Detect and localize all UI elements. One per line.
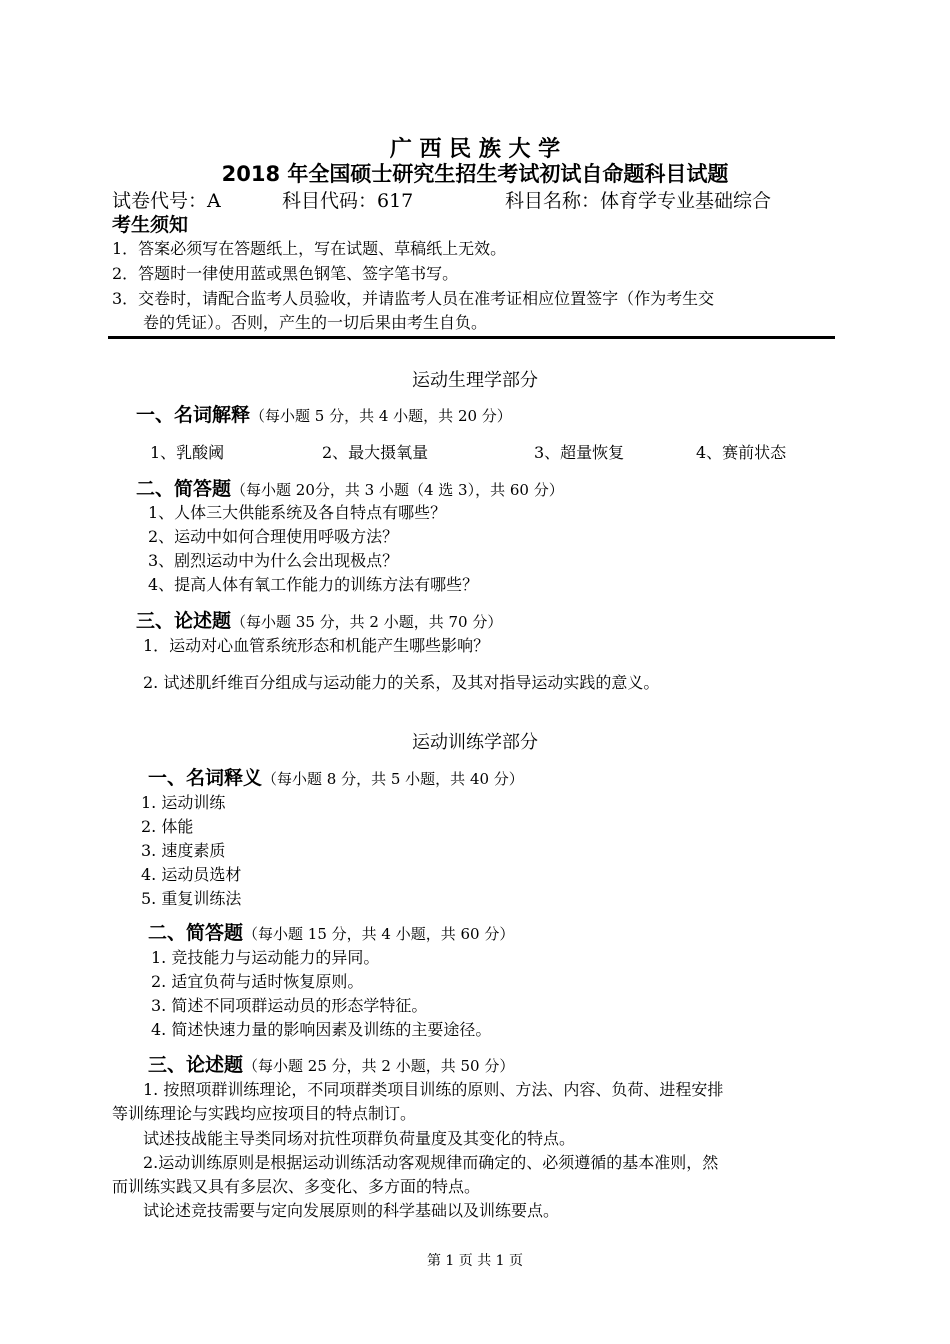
p2-s3-header [148, 1050, 514, 1077]
essay-line: 试述技战能主导类同场对抗性项群负荷量度及其变化的特点。 [143, 1129, 576, 1148]
term-item: 4、赛前状态 [696, 443, 787, 462]
section-heading: 三、论述题 [136, 610, 232, 632]
section-note: （每小题 15 分，共 4 小题，共 60 分） [243, 925, 515, 943]
term-item: 5. 重复训练法 [141, 889, 242, 908]
question-item: 3、剧烈运动中为什么会出现极点？ [148, 551, 399, 570]
p2-s2-header [148, 918, 514, 945]
question-item: 1. 竞技能力与运动能力的异同。 [151, 948, 380, 967]
subject-code: 科目代码：617 [282, 190, 414, 212]
p1-s2-header [136, 474, 564, 501]
term-item: 4. 运动员选材 [141, 865, 242, 884]
part2-title: 运动训练学部分 [412, 732, 538, 753]
essay-line: 等训练理论与实践均应按项目的特点制订。 [112, 1104, 417, 1123]
section-heading: 二、简答题 [148, 922, 244, 944]
notice-title: 考生须知 [112, 214, 189, 236]
subject-name: 科目名称：体育学专业基础综合 [505, 190, 772, 212]
question-item: 3. 简述不同项群运动员的形态学特征。 [151, 996, 428, 1015]
term-item: 1、乳酸阈 [150, 443, 225, 462]
p1-s1-header [136, 400, 512, 427]
term-item: 2. 体能 [141, 817, 194, 836]
term-item: 2、最大摄氧量 [322, 443, 429, 462]
notice-item: 1．答案必须写在答题纸上，写在试题、草稿纸上无效。 [112, 239, 507, 258]
question-item: 1、人体三大供能系统及各自特点有哪些？ [148, 503, 447, 522]
section-note: （每小题 8 分，共 5 小题，共 40 分） [262, 770, 524, 788]
section-note: （每小题 20分，共 3 小题（4 选 3），共 60 分） [231, 481, 564, 499]
section-note: （每小题 5 分，共 4 小题，共 20 分） [250, 407, 512, 425]
question-item: 1．运动对心血管系统形态和机能产生哪些影响？ [143, 636, 490, 655]
question-item: 2. 试述肌纤维百分组成与运动能力的关系，及其对指导运动实践的意义。 [143, 673, 660, 692]
question-item: 4、提高人体有氧工作能力的训练方法有哪些？ [148, 575, 479, 594]
section-heading: 二、简答题 [136, 478, 232, 500]
essay-line: 2.运动训练原则是根据运动训练活动客观规律而确定的、必须遵循的基本准则，然 [143, 1153, 719, 1172]
term-item: 3、超量恢复 [534, 443, 625, 462]
notice-item: 2．答题时一律使用蓝或黑色钢笔、签字笔书写。 [112, 264, 459, 283]
paper-code: 试卷代号：A [112, 190, 221, 212]
university-name: 广 西 民 族 大 学 [389, 137, 561, 162]
essay-line: 1. 按照项群训练理论，不同项群类项目训练的原则、方法、内容、负荷、进程安排 [143, 1080, 724, 1099]
term-item: 3. 速度素质 [141, 841, 226, 860]
section-note: （每小题 25 分，共 2 小题，共 50 分） [243, 1057, 515, 1075]
part1-title: 运动生理学部分 [412, 370, 538, 391]
p2-s1-header [148, 763, 524, 790]
essay-line: 而训练实践又具有多层次、多变化、多方面的特点。 [112, 1177, 481, 1196]
term-item: 1. 运动训练 [141, 793, 226, 812]
page-number: 第 1 页 共 1 页 [426, 1253, 524, 1269]
question-item: 2、运动中如何合理使用呼吸方法？ [148, 527, 399, 546]
header-divider [108, 336, 835, 339]
question-item: 4. 简述快速力量的影响因素及训练的主要途径。 [151, 1020, 492, 1039]
section-heading: 三、论述题 [148, 1054, 244, 1076]
question-item: 2. 适宜负荷与适时恢复原则。 [151, 972, 364, 991]
section-note: （每小题 35 分，共 2 小题，共 70 分） [231, 613, 503, 631]
notice-item: 卷的凭证）。否则，产生的一切后果由考生自负。 [143, 313, 488, 332]
exam-title: 2018 年全国硕士研究生招生考试初试自命题科目试题 [221, 162, 729, 186]
section-heading: 一、名词释义 [148, 767, 263, 789]
notice-item: 3．交卷时，请配合监考人员验收，并请监考人员在准考证相应位置签字（作为考生交 [112, 289, 715, 308]
section-heading: 一、名词解释 [136, 404, 251, 426]
essay-line: 试论述竞技需要与定向发展原则的科学基础以及训练要点。 [143, 1201, 560, 1220]
p1-s3-header [136, 606, 502, 633]
